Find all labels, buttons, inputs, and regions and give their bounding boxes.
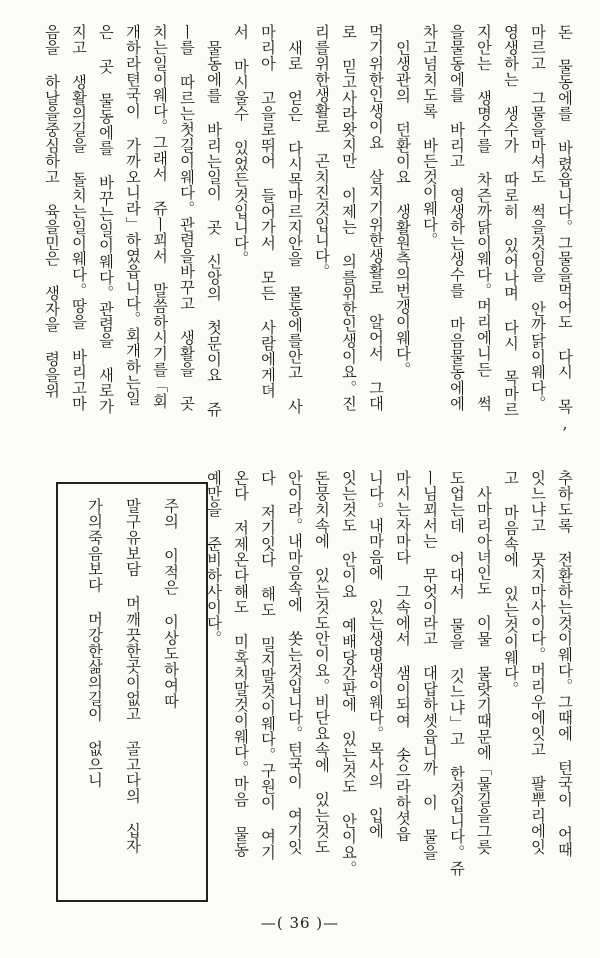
- text-column: 고 마음속에 있는것이웨다。: [502, 470, 520, 697]
- text-column: 잇느냐고 뭇지마사이다。머리우에잇고 팔뿌리에잇: [529, 470, 547, 855]
- text-column: 예만을 준비하사이다。: [205, 470, 223, 647]
- text-column: ㅣ님꾀서는 무엇이라고 대답하셋읍니까 이 물을: [421, 470, 439, 861]
- text-column: 물동에를 바리는일이 곳 신앙의 첫문이요 쥬: [205, 40, 223, 418]
- text-column: 영생하는 생수가 따로히 있어나며 다시 목마르: [502, 24, 520, 418]
- text-column: 음을 하날을중심하고 육을민은 생자을 령을위: [43, 24, 61, 399]
- text-column: 서 마시울수 있었든것입니다。: [232, 24, 250, 267]
- text-column: 로 믿고사라왓지만 이제는 의를위한인생이요。진: [340, 24, 358, 412]
- text-column: 개하라텬국이 가까오니라」하였읍니다。회개하는일: [124, 24, 142, 406]
- text-column: 차고넘치도록 바든것이웨다。: [421, 24, 439, 248]
- text-column: 안이라。내마음속에 쏫는것입니다。턴국이 여기잇: [286, 470, 304, 855]
- page-number: —( 36 )—: [260, 914, 340, 932]
- text-column: 사마리아녀인도 이물 물랏기때문에「물길을그릇: [475, 486, 493, 855]
- text-column: ㅣ를 따르는첫길이웨다。관렴을바꾸고 생활을 곳: [178, 24, 196, 412]
- text-column: 도업는데 어대서 물을 깃느냐」고 한것입니다。쥬: [448, 470, 466, 877]
- text-column: 을물동에를 바리고 영생하는생수를 마음물동에에: [448, 24, 466, 412]
- text-column: 은 곳 물동에를 바꾸는일이웨다。관렴을 새로가: [97, 24, 115, 415]
- boxed-note: [56, 482, 208, 902]
- boxed-note-line: 가의죽음보다 머강한삶의길이 없으니: [86, 498, 104, 788]
- text-column: 지안는 생명수를 차즌까닭이웨다。머리에니든 썩: [475, 24, 493, 412]
- text-column: 추하도록 전환하는것이웨다。그때에 턴국이 어때: [556, 470, 574, 858]
- boxed-note-line: 주의 이적은 이상도하여따: [162, 498, 180, 709]
- text-column: 온다 저제온다해도 미혹치말것이웨다。마음 물동: [232, 470, 250, 858]
- text-column: 치는일이웨다。그래서 쥬ㅣ꾀서 말씀하시기를「회: [151, 24, 169, 409]
- text-column: 리를위한생활로 곤치진것입니다。: [313, 24, 331, 280]
- text-column: 지고 생활의길을 돌치는일이웨다。땅을 바리고마: [70, 24, 88, 412]
- text-column: 마시는자마다 그속에서 샘이되여 솟으라하셧읍: [394, 470, 412, 842]
- text-column: 인생관의 던환이요 생활원측의번갱이웨다。: [394, 40, 412, 378]
- text-column: 마리아 고을로뛰어 들어가서 모든 사람에게뎌: [259, 24, 277, 399]
- text-column: 돈 물동에를 바렸읍니다。그물을먹어도 다시 목,: [556, 24, 574, 433]
- text-column: 새로 얻은 다시목마르지안을 물동에를안고 사: [286, 40, 304, 415]
- text-column: 먹기위한인생이요 살지기위한생활로 알어서 그대: [367, 24, 385, 412]
- text-column: 니다。내마음에 있는생명샘이웨다。목사의 입에: [367, 470, 385, 839]
- text-column: 돈뭉치속에 있는것도안이요。비단요속에 있는것도: [313, 470, 331, 855]
- text-column: 잇는것도 안이요 예배당간판에 있는것도 안이요。: [340, 470, 358, 877]
- text-column: 마르고 그물을마셔도 썩을것임을 안까닭이웨다。: [529, 24, 547, 412]
- boxed-note-line: 말구유보담 머깨끗한곳이없고 골고다의 십자: [124, 498, 142, 854]
- text-column: 다 저기잇다 해도 밀지말것이웨다。구원이 여기: [259, 470, 277, 861]
